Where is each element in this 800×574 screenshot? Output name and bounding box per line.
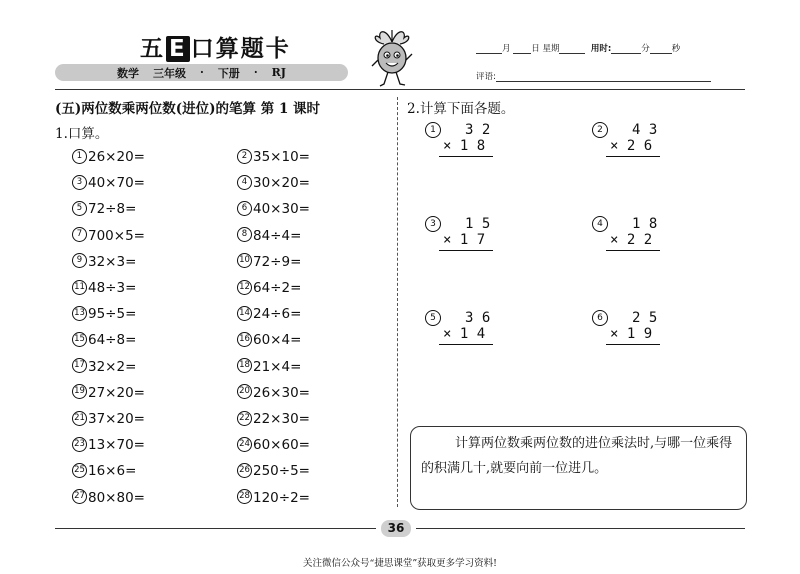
item-number-circle: 11 (72, 280, 87, 295)
item-expression: 72÷9= (253, 253, 302, 270)
item-number-circle: 4 (237, 175, 252, 190)
multiplicand: 2 5 (632, 310, 658, 326)
item-expression: 120÷2= (253, 489, 310, 506)
time-used-label: 用时: (590, 44, 612, 54)
weekday-blank[interactable] (559, 44, 585, 54)
day-label: 日 (531, 44, 540, 54)
item-expression: 60×60= (253, 437, 310, 454)
multiplier: × 2 6 (610, 138, 653, 154)
item-expression: 72÷8= (88, 201, 137, 218)
footer-note: 关注微信公众号“捷思课堂”获取更多学习资料! (302, 558, 498, 569)
page-number: 36 (381, 520, 411, 537)
question-2-label: 2.计算下面各题。 (407, 101, 515, 117)
item-expression: 64÷2= (253, 280, 302, 296)
item-expression: 21×4= (253, 358, 302, 375)
column-divider (397, 97, 398, 507)
header-divider (55, 89, 745, 90)
item-expression: 95÷5= (88, 306, 137, 323)
oral-calculation-item (237, 332, 301, 348)
brand-suffix: 口算题卡 (190, 36, 291, 62)
oral-calculation-item (72, 411, 145, 427)
multiplicand: 1 8 (632, 216, 658, 232)
item-number-circle: 8 (237, 227, 252, 242)
oral-calculation-item (72, 280, 136, 296)
question-1-label: 1.口算。 (55, 126, 109, 142)
item-number-circle: 26 (237, 463, 252, 478)
vertical-problem (425, 122, 505, 162)
problem-number-circle: 5 (425, 310, 441, 326)
oral-calculation-item (237, 385, 310, 401)
oral-calculation-item (72, 228, 145, 244)
oral-calculation-item (237, 411, 310, 427)
item-number-circle: 22 (237, 411, 252, 426)
month-blank[interactable] (476, 44, 502, 54)
item-expression: 60×4= (253, 332, 302, 349)
oral-calculation-item (72, 175, 145, 191)
subject-bar (55, 64, 348, 81)
problem-number-circle: 6 (592, 310, 608, 326)
item-expression: 27×20= (88, 384, 145, 401)
item-expression: 22×30= (253, 411, 310, 427)
volume-label: 下册 (217, 66, 240, 80)
item-expression: 32×2= (88, 358, 137, 375)
item-expression: 84÷4= (253, 227, 302, 244)
item-expression: 24÷6= (253, 306, 302, 323)
oral-calculation-item (237, 359, 301, 375)
day-blank[interactable] (513, 44, 531, 54)
vertical-problem (425, 310, 505, 350)
item-number-circle: 19 (72, 384, 87, 399)
minutes-label: 分 (641, 44, 650, 54)
multiplicand: 3 2 (465, 122, 491, 138)
beet-mascot-icon (370, 24, 414, 90)
item-number-circle: 3 (72, 175, 87, 190)
item-number-circle: 16 (237, 332, 252, 347)
multiplier: × 1 8 (443, 138, 486, 154)
item-expression: 32×3= (88, 253, 137, 270)
multiplier: × 1 7 (443, 232, 486, 248)
evaluation-label: 评语: (476, 72, 496, 82)
oral-calculation-item (72, 359, 136, 375)
item-number-circle: 14 (237, 306, 252, 321)
item-number-circle: 5 (72, 201, 87, 216)
oral-calculation-item (72, 437, 145, 453)
oral-calculation-item (237, 201, 310, 217)
separator-dot: · (199, 66, 204, 79)
problem-number-circle: 1 (425, 122, 441, 138)
answer-line (606, 156, 660, 157)
oral-calculation-item (237, 175, 310, 191)
subject-label: 数学 (116, 66, 139, 80)
card-title (140, 30, 291, 63)
oral-calculation-item (72, 306, 136, 322)
item-expression: 64÷8= (88, 332, 137, 349)
item-expression: 40×30= (253, 201, 310, 218)
item-number-circle: 10 (237, 253, 252, 268)
oral-calculation-item (237, 228, 301, 244)
item-number-circle: 27 (72, 489, 87, 504)
item-number-circle: 28 (237, 489, 252, 504)
vertical-problem (592, 216, 672, 256)
item-number-circle: 2 (237, 149, 252, 164)
item-number-circle: 20 (237, 384, 252, 399)
vertical-problem (425, 216, 505, 256)
item-expression: 16×6= (88, 463, 137, 480)
oral-calculation-item (237, 463, 310, 479)
minutes-blank[interactable] (611, 44, 641, 54)
problem-number-circle: 2 (592, 122, 608, 138)
brand-letter-logo: E (166, 36, 190, 62)
oral-calculation-item (72, 463, 136, 479)
multiplier: × 1 4 (443, 326, 486, 342)
evaluation-field (476, 70, 711, 82)
multiplicand: 4 3 (632, 122, 658, 138)
tip-box (410, 426, 747, 510)
item-expression: 26×20= (88, 149, 145, 165)
vertical-problem (592, 310, 672, 350)
item-expression: 40×70= (88, 175, 145, 192)
multiplicand: 1 5 (465, 216, 491, 232)
oral-calculation-item (72, 149, 145, 165)
problem-number-circle: 4 (592, 216, 608, 232)
item-number-circle: 18 (237, 358, 252, 373)
answer-line (439, 344, 493, 345)
oral-calculation-item (237, 490, 310, 506)
answer-line (606, 250, 660, 251)
answer-line (439, 250, 493, 251)
item-expression: 37×20= (88, 411, 145, 427)
brand-prefix: 五 (140, 36, 165, 62)
oral-calculation-item (237, 437, 310, 453)
oral-calculation-item (237, 149, 310, 165)
item-number-circle: 17 (72, 358, 87, 373)
oral-calculation-item (72, 490, 145, 506)
item-number-circle: 9 (72, 253, 87, 268)
separator-dot: · (253, 66, 258, 79)
oral-calculation-item (237, 306, 301, 322)
oral-calculation-item (237, 280, 301, 296)
item-number-circle: 21 (72, 411, 87, 426)
section-title: (五)两位数乘两位数(进位)的笔算 第 1 课时 (55, 101, 321, 117)
answer-line (439, 156, 493, 157)
oral-calculation-item (72, 201, 136, 217)
answer-line (606, 344, 660, 345)
evaluation-blank[interactable] (496, 72, 711, 82)
item-expression: 80×80= (88, 489, 145, 506)
date-time-fields (476, 42, 680, 54)
oral-calculation-item (237, 254, 301, 270)
item-number-circle: 15 (72, 332, 87, 347)
oral-calculation-item (72, 385, 145, 401)
item-number-circle: 13 (72, 306, 87, 321)
tip-text: 计算两位数乘两位数的进位乘法时,与哪一位乘得的积满几十,就要向前一位进几。 (421, 436, 733, 476)
oral-calculation-item (72, 254, 136, 270)
item-number-circle: 1 (72, 149, 87, 164)
grade-label: 三年级 (152, 66, 186, 80)
item-number-circle: 6 (237, 201, 252, 216)
item-expression: 35×10= (253, 149, 310, 165)
problem-number-circle: 3 (425, 216, 441, 232)
item-number-circle: 24 (237, 437, 252, 452)
item-number-circle: 23 (72, 437, 87, 452)
seconds-blank[interactable] (650, 44, 672, 54)
item-expression: 13×70= (88, 437, 145, 454)
multiplier: × 2 2 (610, 232, 653, 248)
item-expression: 250÷5= (253, 463, 310, 480)
seconds-label: 秒 (671, 44, 681, 54)
vertical-problem (592, 122, 672, 162)
oral-calculation-item (72, 332, 136, 348)
item-number-circle: 25 (72, 463, 87, 478)
edition-label: RJ (271, 66, 287, 79)
item-expression: 700×5= (88, 227, 145, 244)
multiplier: × 1 9 (610, 326, 653, 342)
item-expression: 30×20= (253, 175, 310, 192)
month-label: 月 (502, 44, 511, 54)
week-label: 星期 (542, 44, 560, 54)
item-number-circle: 7 (72, 227, 87, 242)
item-number-circle: 12 (237, 280, 252, 295)
item-expression: 26×30= (253, 384, 310, 401)
multiplicand: 3 6 (465, 310, 491, 326)
item-expression: 48÷3= (88, 280, 137, 296)
